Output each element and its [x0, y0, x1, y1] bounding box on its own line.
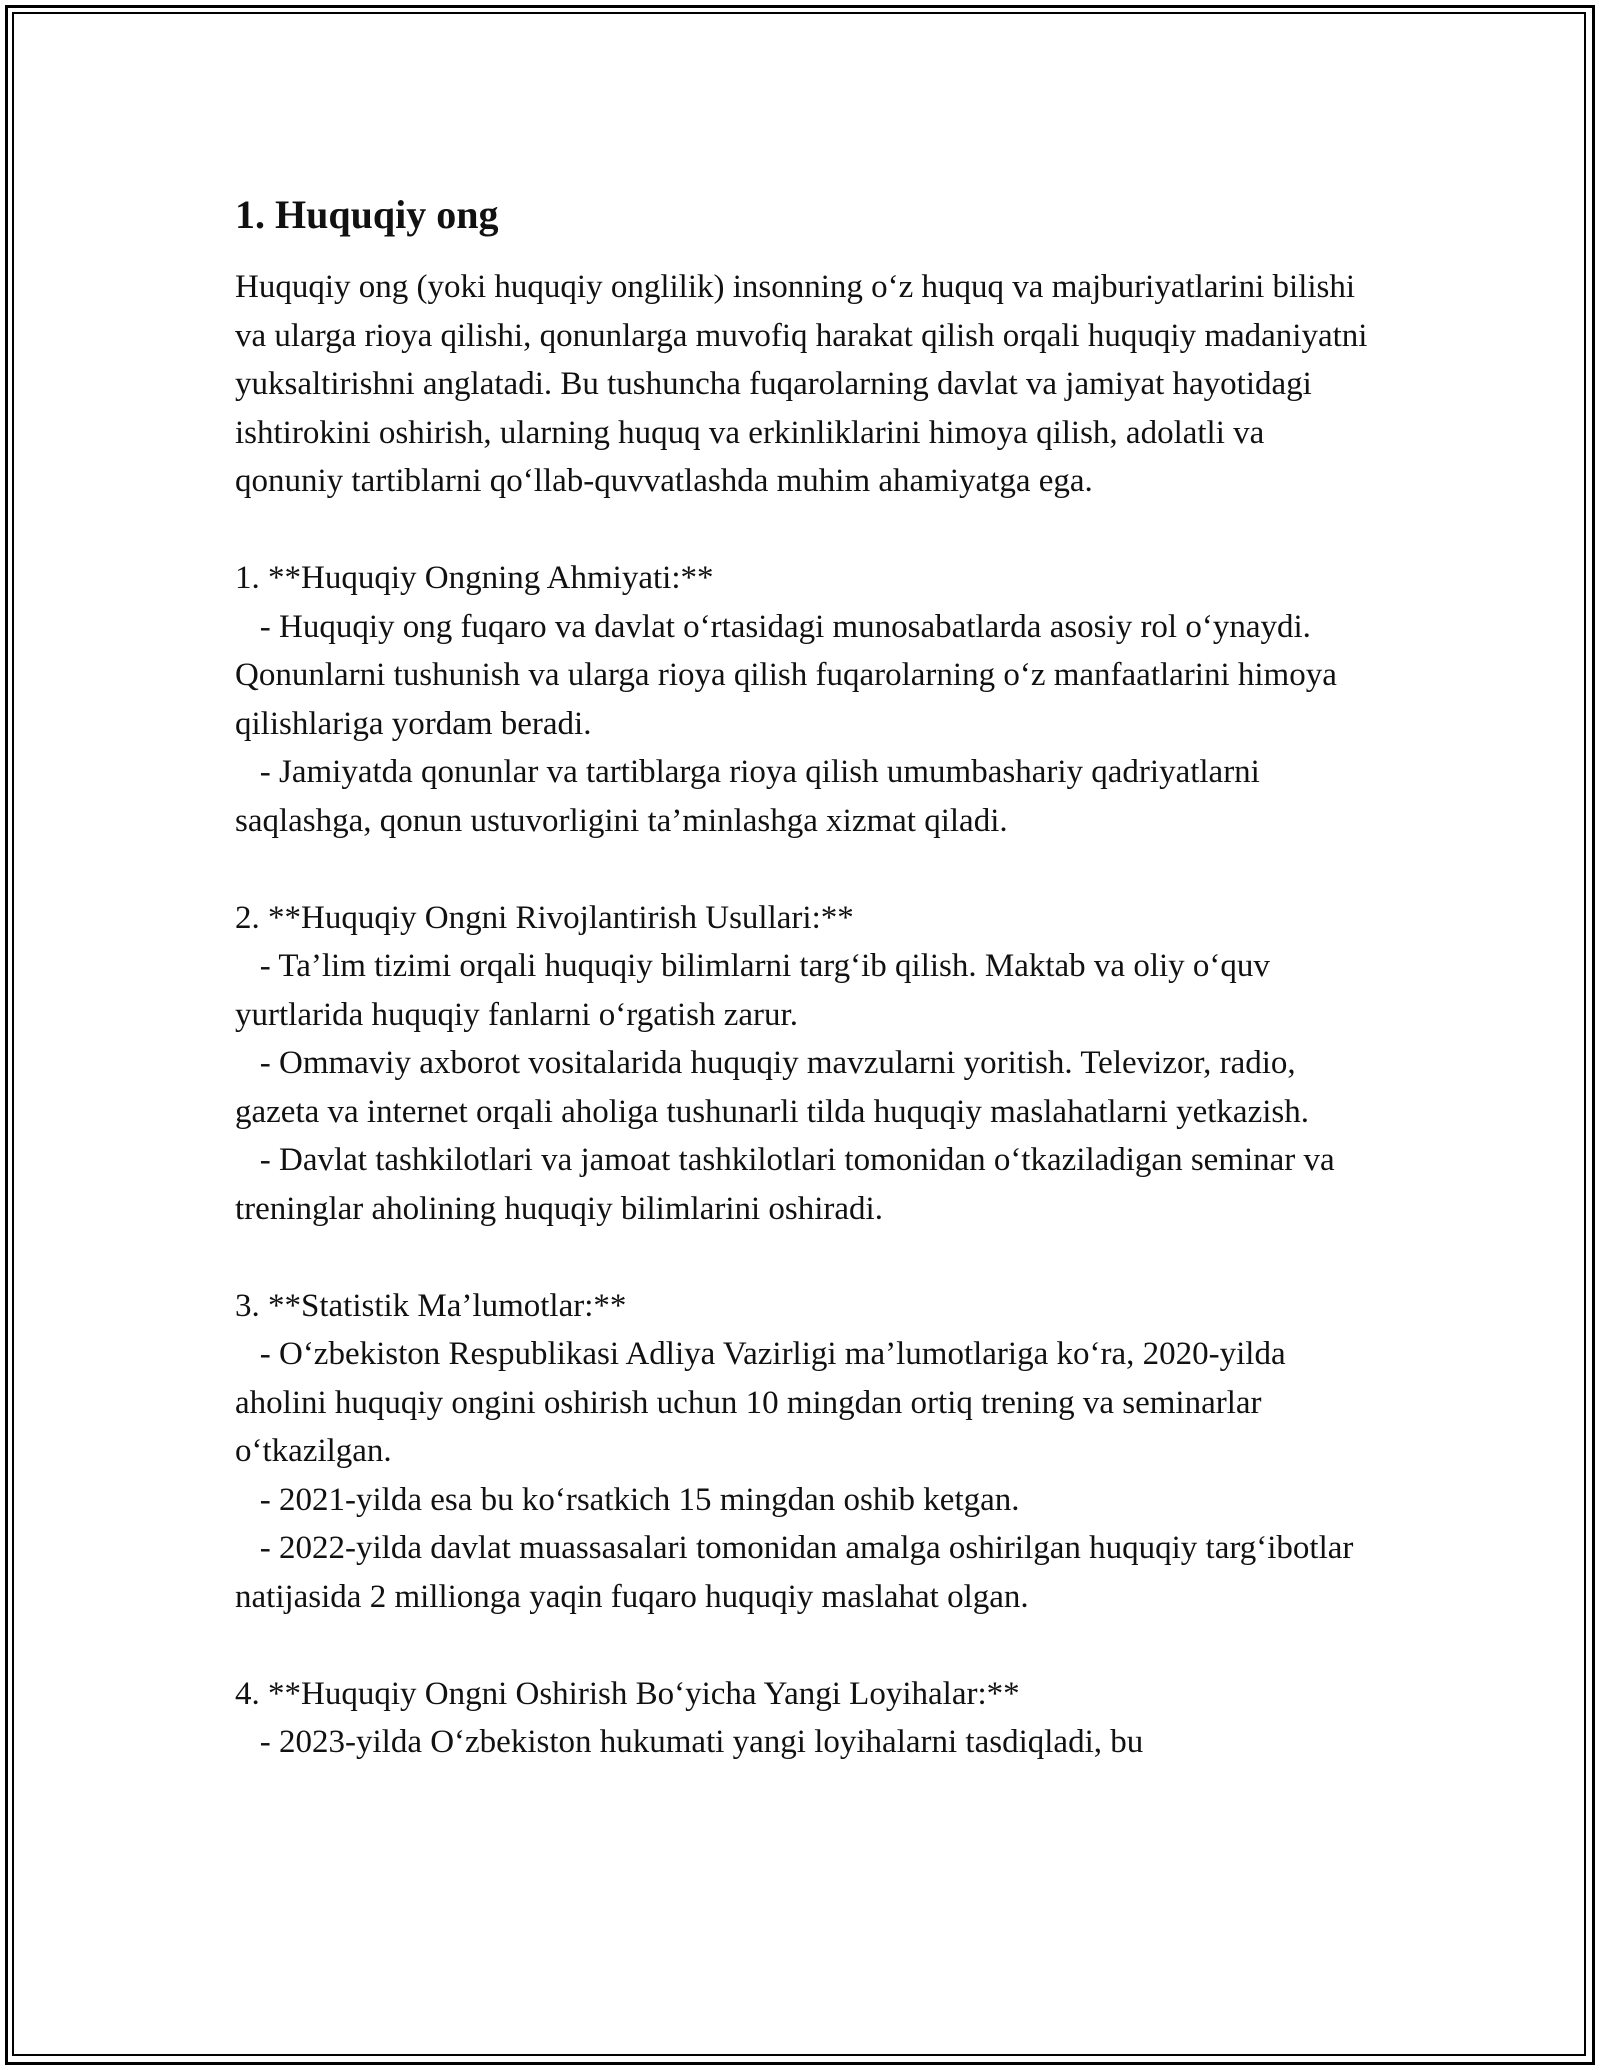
section-spacer	[235, 845, 1375, 894]
section-title: 4. **Huquqiy Ongni Oshirish Bo‘yicha Yangi Loyihalar:**	[235, 1675, 1020, 1712]
list-item: - Huquqiy ong fuqaro va davlat o‘rtasidagi munosabatlarda asosiy rol o‘ynaydi. Qonunlarni tushunish va ularga rioya qilish fuqarolarning o‘z manfaatlarini himoya qilishlariga yordam beradi.	[235, 608, 1346, 742]
section-1	[235, 554, 1375, 845]
section-spacer	[235, 1233, 1375, 1282]
list-item: - 2022-yilda davlat muassasalari tomonidan amalga oshirilgan huquqiy targ‘ibotlar natijasida 2 millionga yaqin fuqaro huquqiy maslahat olgan.	[235, 1530, 1362, 1615]
section-3	[235, 1282, 1375, 1622]
section-2	[235, 894, 1375, 1234]
intro-paragraph: Huquqiy ong (yoki huquqiy onglilik) insonning o‘z huquq va majburiyatlarini bilishi va ularga rioya qilishi, qonunlarga muvofiq harakat qilish orqali huquqiy madaniyatni yuksaltirishni anglatadi. Bu tushuncha fuqarolarning davlat va jamiyat hayotidagi ishtirokini oshirish, ularning huquq va erkinliklarini himoya qilish, adolatli va qonuniy tartiblarni qo‘llab-quvvatlashda muhim ahamiyatga ega.	[235, 269, 1376, 499]
section-title: 3. **Statistik Ma’lumotlar:**	[235, 1287, 627, 1324]
section-title: 1. **Huquqiy Ongning Ahmiyati:**	[235, 560, 714, 596]
list-item: - Jamiyatda qonunlar va tartiblarga rioya qilish umumbashariy qadriyatlarni saqlashga, qonun ustuvorligini ta’minlashga xizmat qiladi.	[235, 754, 1269, 839]
section-spacer	[235, 1621, 1375, 1670]
list-item: - 2021-yilda esa bu ko‘rsatkich 15 mingdan oshib ketgan.	[235, 1481, 1020, 1518]
section-spacer	[235, 506, 1375, 555]
list-item: - Ta’lim tizimi orqali huquqiy bilimlarni targ‘ib qilish. Maktab va oliy o‘quv yurtlarida huquqiy fanlarni o‘rgatish zarur.	[235, 948, 1279, 1033]
list-item: - 2023-yilda O‘zbekiston hukumati yangi loyihalarni tasdiqladi, bu	[235, 1724, 1144, 1760]
list-item: - Ommaviy axborot vositalarida huquqiy mavzularni yoritish. Televizor, radio, gazeta va internet orqali aholiga tushunarli tilda huquqiy maslahatlarni yetkazish.	[235, 1045, 1309, 1130]
section-title: 2. **Huquqiy Ongni Rivojlantirish Usullari:**	[235, 899, 854, 936]
document-body	[235, 185, 1375, 1767]
section-heading: 1. Huquqiy ong	[235, 192, 499, 237]
list-item: - O‘zbekiston Respublikasi Adliya Vazirligi ma’lumotlariga ko‘ra, 2020-yilda aholini huquqiy ongini oshirish uchun 10 mingdan ortiq trening va seminarlar o‘tkazilgan.	[235, 1336, 1294, 1469]
list-item: - Davlat tashkilotlari va jamoat tashkilotlari tomonidan o‘tkaziladigan seminar va treninglar aholining huquqiy bilimlarini oshiradi.	[235, 1142, 1343, 1227]
section-4	[235, 1670, 1375, 1767]
